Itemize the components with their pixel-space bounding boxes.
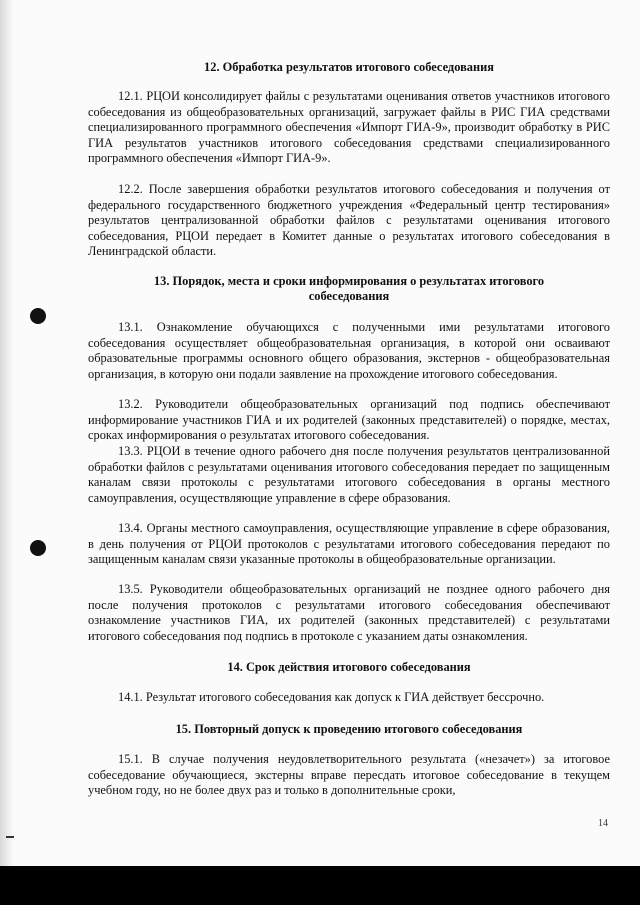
section-heading-12: 12. Обработка результатов итогового собеседования [204,60,494,74]
paragraph-12-2: 12.2. После завершения обработки результатов итогового собеседования и получения от федерального государственного бюджетного учреждения «Федеральный центр тестирования» результатов централизованной обработки файлов с результатами оценивания итогового собеседования, РЦОИ передает в Комитет данные о результатах итогового собеседования в Ленинградской области. [88,182,610,259]
paragraph-13-3: 13.3. РЦОИ в течение одного рабочего дня после получения результатов централизованной обработки файлов с результатами оценивания итогового собеседования передает по защищенным каналам связи протоколы с результатами итогового собеседования в органы местного самоуправления, осуществляющие управление в сфере образования. [88,444,610,505]
page-number: 14 [598,818,608,829]
punch-hole [30,308,46,324]
paragraph-14-1: 14.1. Результат итогового собеседования как допуск к ГИА действует бессрочно. [118,690,545,704]
section-heading-14: 14. Срок действия итогового собеседования [227,660,471,674]
scan-mark [6,836,14,838]
paragraph-13-1: 13.1. Ознакомление обучающихся с полученными ими результатами итогового собеседования осуществляет общеобразовательная организация, в которой они осваивают образовательные программы основного общего образования, экстернов - общеобразовательная организация, в которую они подали заявление на прохождение итогового собеседования. [88,320,610,381]
paragraph-12-1: 12.1. РЦОИ консолидирует файлы с результатами оценивания ответов участников итогового собеседования из общеобразовательных организаций, загружает файлы в РИС ГИА средствами специализированного программного обеспечения «Импорт ГИА-9», производит обработку в РИС ГИА результатов участников итогового собеседования средствами специализированного программного обеспечения «Импорт ГИА-9». [88,89,610,166]
section-heading-15: 15. Повторный допуск к проведению итогового собеседования [175,722,523,736]
paragraph-13-5: 13.5. Руководители общеобразовательных организаций не позднее одного рабочего дня после получения протоколов с результатами итогового собеседования обеспечивают ознакомление участников ГИА, их родителей (законных представителей) с результатами итогового собеседования под подпись в протоколе с указанием даты ознакомления. [88,582,610,643]
paragraph-13-4: 13.4. Органы местного самоуправления, осуществляющие управление в сфере образования, в день получения от РЦОИ протоколов с результатами итогового собеседования передают по защищенным каналам связи указанные протоколы в общеобразовательные организации. [88,521,610,567]
paragraph-13-2: 13.2. Руководители общеобразовательных организаций под подпись обеспечивают информирование участников ГИА и их родителей (законных представителей) о порядке, местах, сроках информирования о результатах итогового собеседования. [88,397,610,443]
paragraph-15-1: 15.1. В случае получения неудовлетворительного результата («незачет») за итоговое собеседование обучающиеся, экстерны вправе пересдать итоговое собеседование в текущем учебном году, но не более двух раз и только в дополнительные сроки, [88,752,610,798]
section-heading-13: 13. Порядок, места и сроки информирования о результатах итогового собеседования [153,274,545,303]
scan-bottom-border [0,866,640,905]
punch-hole [30,540,46,556]
scan-left-edge [0,0,14,866]
